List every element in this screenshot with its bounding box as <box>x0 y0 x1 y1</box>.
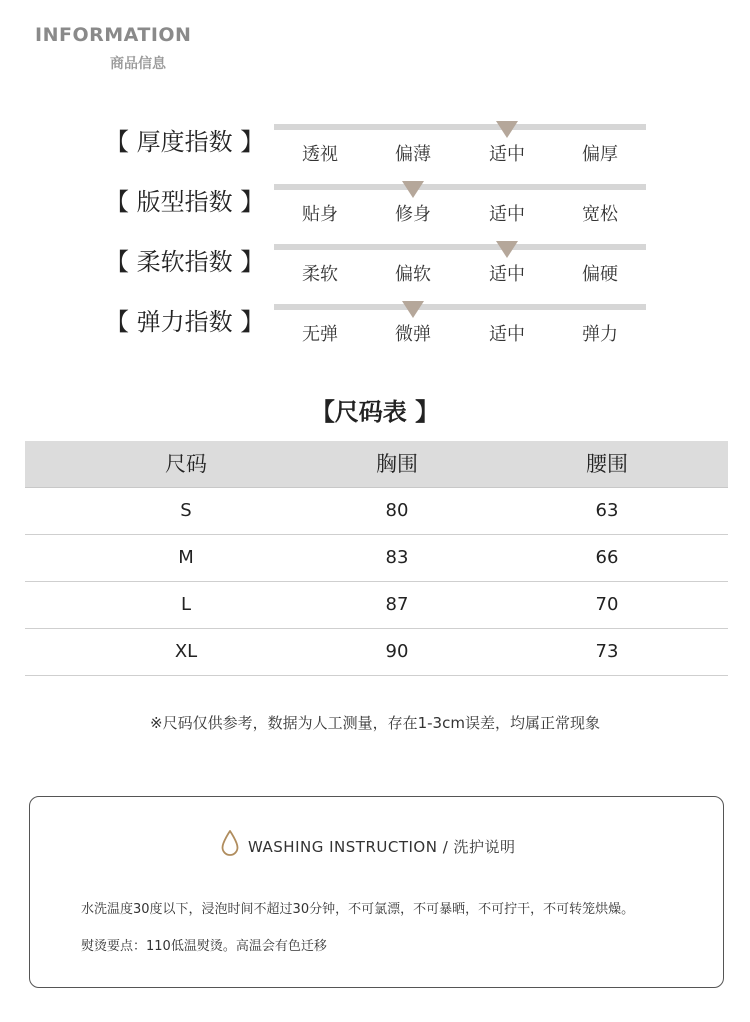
index-row-softness <box>0 242 750 302</box>
table-row <box>25 535 728 582</box>
table-cell: XL <box>174 641 198 662</box>
index-bar <box>274 184 646 190</box>
washing-instruction-box <box>29 796 724 988</box>
table-cell: 90 <box>385 641 409 662</box>
index-row-fit <box>0 182 750 242</box>
washing-title: WASHING INSTRUCTION / 洗护说明 <box>248 838 516 856</box>
table-cell: L <box>180 594 192 615</box>
index-label: 【 版型指数 】 <box>105 188 265 216</box>
index-bar <box>274 304 646 310</box>
table-cell: M <box>178 547 194 568</box>
table-cell: 63 <box>595 500 619 521</box>
table-header-cell: 胸围 <box>376 452 418 476</box>
index-label: 【 柔软指数 】 <box>105 248 265 276</box>
index-row-thickness <box>0 122 750 182</box>
size-table <box>25 441 728 676</box>
index-bar <box>274 124 646 130</box>
index-marker-icon <box>402 301 424 318</box>
size-chart-title: 【尺码表 】 <box>310 398 440 426</box>
index-option: 微弹 <box>395 324 431 345</box>
washing-text-line: 水洗温度30度以下，浸泡时间不超过30分钟，不可氯漂，不可暴晒，不可拧干，不可转笼烘燥。 <box>81 902 635 917</box>
index-option: 贴身 <box>302 204 338 225</box>
table-cell: 80 <box>385 500 409 521</box>
index-option: 适中 <box>489 144 525 165</box>
index-option: 柔软 <box>302 264 338 285</box>
index-option: 宽松 <box>582 204 618 225</box>
index-option: 透视 <box>302 144 338 165</box>
index-label: 【 弹力指数 】 <box>105 308 265 336</box>
table-row <box>25 582 728 629</box>
index-option: 偏薄 <box>395 144 431 165</box>
header-title-en: INFORMATION <box>35 24 192 46</box>
table-cell: 83 <box>385 547 409 568</box>
index-row-elasticity <box>0 302 750 362</box>
index-option: 适中 <box>489 204 525 225</box>
size-note: ※尺码仅供参考，数据为人工测量，存在1-3cm误差，均属正常现象 <box>150 714 600 732</box>
index-option: 偏软 <box>395 264 431 285</box>
table-cell: 87 <box>385 594 409 615</box>
ironing-text-line: 熨烫要点：110低温熨烫。高温会有色迁移 <box>81 939 327 954</box>
table-header-cell: 腰围 <box>586 452 628 476</box>
index-label: 【 厚度指数 】 <box>105 128 265 156</box>
index-option: 修身 <box>395 204 431 225</box>
index-bar <box>274 244 646 250</box>
table-cell: 66 <box>595 547 619 568</box>
header-title-cn: 商品信息 <box>110 56 166 72</box>
index-option: 偏硬 <box>582 264 618 285</box>
index-option: 适中 <box>489 324 525 345</box>
index-marker-icon <box>496 121 518 138</box>
index-option: 偏厚 <box>582 144 618 165</box>
table-row <box>25 629 728 676</box>
index-option: 弹力 <box>582 324 618 345</box>
table-header-cell: 尺码 <box>165 452 207 476</box>
index-option: 无弹 <box>302 324 338 345</box>
index-marker-icon <box>402 181 424 198</box>
water-drop-icon <box>220 829 240 857</box>
index-marker-icon <box>496 241 518 258</box>
index-option: 适中 <box>489 264 525 285</box>
table-cell: S <box>180 500 192 521</box>
table-cell: 73 <box>595 641 619 662</box>
table-cell: 70 <box>595 594 619 615</box>
table-header-row <box>25 441 728 488</box>
table-row <box>25 488 728 535</box>
